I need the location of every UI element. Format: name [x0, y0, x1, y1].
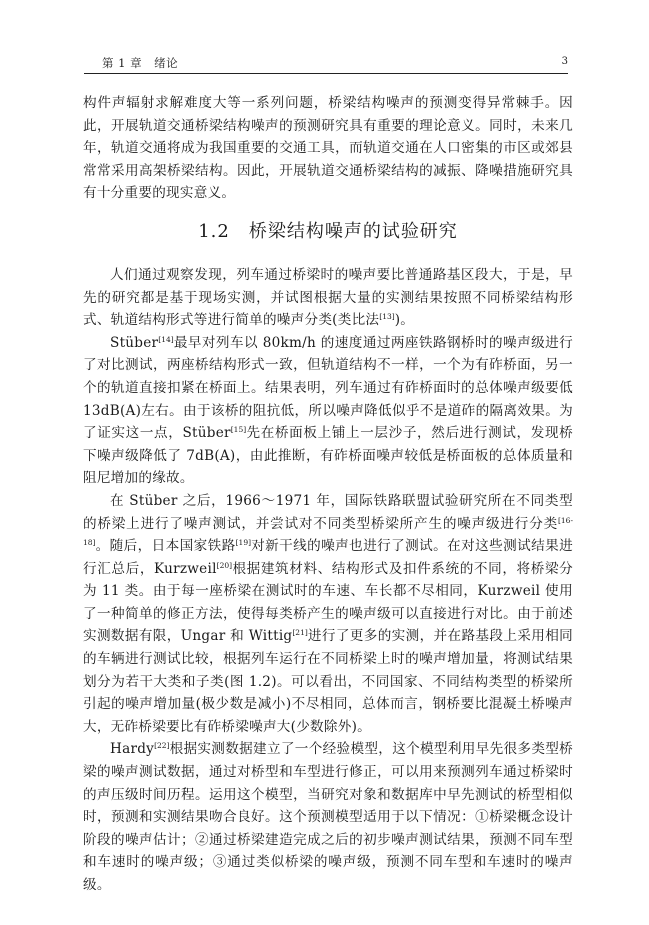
paragraph — [83, 738, 573, 896]
paragraph-continued: 构件声辐射求解难度大等一系列问题，桥梁结构噪声的预测变得异常棘手。因此，开展轨道交通桥梁结构噪声的预测研究具有重要的理论意义。同时，未来几年，轨道交通将成为我国重要的交通工具，而轨道交通在人口密集的市区或郊县常常采用高架桥梁结构。因此，开展轨道交通桥梁结构的减振、降噪措施研究具有十分重要的现实意义。 — [83, 95, 573, 202]
citation: [13] — [379, 312, 395, 322]
text-run: Hardy — [110, 741, 155, 758]
section-title: 1.2 桥梁结构噪声的试验研究 — [198, 220, 458, 242]
citation: [22] — [154, 741, 170, 751]
citation: [16-18] — [83, 515, 573, 548]
text-run: 对新干线的噪声也进行了测试。在对这些测试结果进行汇总后，Kurzweil — [83, 538, 573, 577]
page-number: 3 — [561, 56, 568, 67]
paragraph — [83, 332, 573, 490]
paragraph — [83, 264, 573, 332]
text-run: 进行了更多的实测，并在路基段上采用相同的车辆进行测试比较，根据列车运行在不同桥梁上时的噪声增加量，将测试结果划分为若干大类和子类(图 1.2)。可以看出，不同国家、不同结构类型的桥梁所引起的噪声增加量(极少数是减小)不尽相同，总体而言，钢桥要比混凝土桥噪声大，无砟桥梁要比有砟桥梁噪声大(少数除外)。 — [83, 628, 574, 735]
text-run: 根据建筑材料、结构形式及扣件系统的不同，将桥梁分为 11 类。由于每一座桥梁在测试时的车速、车长都不尽相同，Kurzweil 使用了一种简单的修正方法，使得每类桥产生的噪声级可以直接进行对比。由于前述实测数据有限，Ungar 和 Wittig — [83, 560, 573, 645]
text-run: 最早对列车以 80km/h 的速度通过两座铁路钢桥时的噪声级进行了对比测试，两座桥结构形式一致，但轨道结构不一样，一个为有砟桥面，另一个的轨道直接扣紧在桥面上。结果表明，列车通过有砟桥面时的总体噪声级要低 13dB(A)左右。由于该桥的阻抗低，所以噪声降低似乎不是道砟的隔离效果。为了证实这一点，Stüber — [83, 334, 573, 442]
body-text — [83, 92, 573, 897]
running-header — [84, 53, 568, 74]
text-run: 人们通过观察发现，列车通过桥梁时的噪声要比普通路基区段大，于是，早先的研究都是基于现场实测，并试图根据大量的实测结果按照不同桥梁结构形式、轨道结构形式等进行简单的噪声分类(类比法 — [83, 266, 573, 329]
citation: [15] — [230, 425, 247, 435]
paragraph — [83, 490, 573, 739]
text-run: 根据实测数据建立了一个经验模型，这个模型利用早先很多类型桥梁的噪声测试数据，通过对桥型和车型进行修正，可以用来预测列车通过桥梁时的声压级时间历程。运用这个模型，当研究对象和数据库中早先测试的桥型相似时，预测和实测结果吻合良好。这个预测模型适用于以下情况：①桥梁概念设计阶段的噪声估计；②通过桥梁建造完成之后的初步噪声测试结果，预测不同车型和车速时的噪声级；③通过类似桥梁的噪声级，预测不同车型和车速时的噪声级。 — [83, 741, 573, 893]
citation: [14] — [158, 334, 174, 344]
text-run: Stüber — [110, 334, 159, 351]
text-run: 。随后，日本国家铁路 — [95, 538, 236, 555]
chapter-title: 第 1 章 绪论 — [102, 56, 179, 70]
citation: [21] — [292, 628, 308, 638]
text-run: )。 — [394, 312, 415, 329]
text-run: 先在桥面板上铺上一层沙子，然后进行测试，发现桥下噪声级降低了 7dB(A)，由此推断，有砟桥面噪声较低是桥面板的总体质量和阻尼增加的缘故。 — [83, 425, 573, 487]
text-run: 在 Stüber 之后，1966～1971 年，国际铁路联盟试验研究所在不同类型的桥梁上进行了噪声测试，并尝试对不同类型桥梁所产生的噪声级进行分类 — [83, 492, 573, 532]
citation: [19] — [235, 538, 252, 548]
citation: [20] — [216, 560, 233, 570]
